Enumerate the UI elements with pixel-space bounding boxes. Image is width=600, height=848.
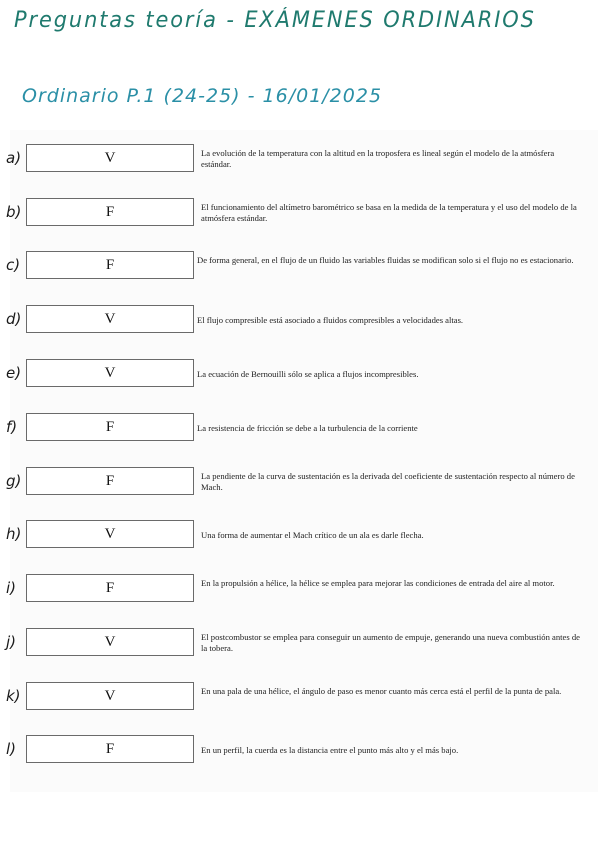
question-row (0, 520, 600, 554)
answer-box: V (26, 305, 194, 333)
question-text: En un perfil, la cuerda es la distancia entre el punto más alto y el más bajo. (201, 745, 459, 755)
question-text: La pendiente de la curva de sustentación es la derivada del coeficiente de sustentación respecto al número de Mach. (201, 471, 575, 492)
question-text: La evolución de la temperatura con la altitud en la troposfera es lineal según el modelo de la atmósfera estándar. (201, 148, 555, 169)
question-text: La ecuación de Bernouilli sólo se aplica a flujos incompresibles. (197, 369, 419, 379)
question-text: El funcionamiento del altímetro barométrico se basa en la medida de la temperatura y el uso del modelo de la atmósfera estándar. (201, 202, 577, 223)
answer-box: F (26, 251, 194, 279)
question-letter: l) (6, 740, 17, 758)
question-row (0, 305, 600, 339)
question-text: De forma general, en el flujo de un fluido las variables fluidas se modifican solo si el flujo no es estacionario. (197, 255, 574, 265)
question-text: Una forma de aumentar el Mach crítico de un ala es darle flecha. (201, 530, 424, 540)
answer-box: V (26, 682, 194, 710)
question-row (0, 198, 600, 232)
question-letter: b) (6, 203, 22, 221)
answer-box: V (26, 144, 194, 172)
question-letter: j) (6, 633, 17, 651)
answer-box: F (26, 574, 194, 602)
question-row (0, 467, 600, 501)
question-text: En la propulsión a hélice, la hélice se emplea para mejorar las condiciones de entrada del aire al motor. (201, 578, 555, 588)
answer-box: F (26, 198, 194, 226)
question-row (0, 682, 600, 716)
answer-box: V (26, 359, 194, 387)
answer-box: V (26, 520, 194, 548)
answer-box: F (26, 413, 194, 441)
exam-subtitle: Ordinario P.1 (24-25) - 16/01/2025 (22, 85, 383, 107)
question-row (0, 359, 600, 393)
question-letter: e) (6, 364, 22, 382)
question-row (0, 628, 600, 662)
question-letter: d) (6, 310, 22, 328)
question-letter: c) (6, 256, 21, 274)
question-text: El flujo compresible está asociado a fluidos compresibles a velocidades altas. (197, 315, 464, 325)
question-letter: f) (6, 418, 18, 436)
question-row (0, 735, 600, 769)
question-letter: i) (6, 579, 17, 597)
question-letter: a) (6, 149, 22, 167)
answer-box: V (26, 628, 194, 656)
answer-box: F (26, 467, 194, 495)
question-row (0, 144, 600, 178)
question-letter: h) (6, 525, 22, 543)
page-title: Preguntas teoría - EXÁMENES ORDINARIOS (14, 8, 536, 33)
question-row (0, 574, 600, 608)
question-text: El postcombustor se emplea para conseguir un aumento de empuje, generando una nueva combustión antes de la tobera. (201, 632, 580, 653)
question-text: La resistencia de fricción se debe a la turbulencia de la corriente (197, 423, 418, 433)
answer-box: F (26, 735, 194, 763)
question-letter: k) (6, 687, 21, 705)
question-letter: g) (6, 472, 22, 490)
question-row (0, 413, 600, 447)
question-row (0, 251, 600, 285)
question-text: En una pala de una hélice, el ángulo de paso es menor cuanto más cerca está el perfil de la punta de pala. (201, 686, 562, 696)
